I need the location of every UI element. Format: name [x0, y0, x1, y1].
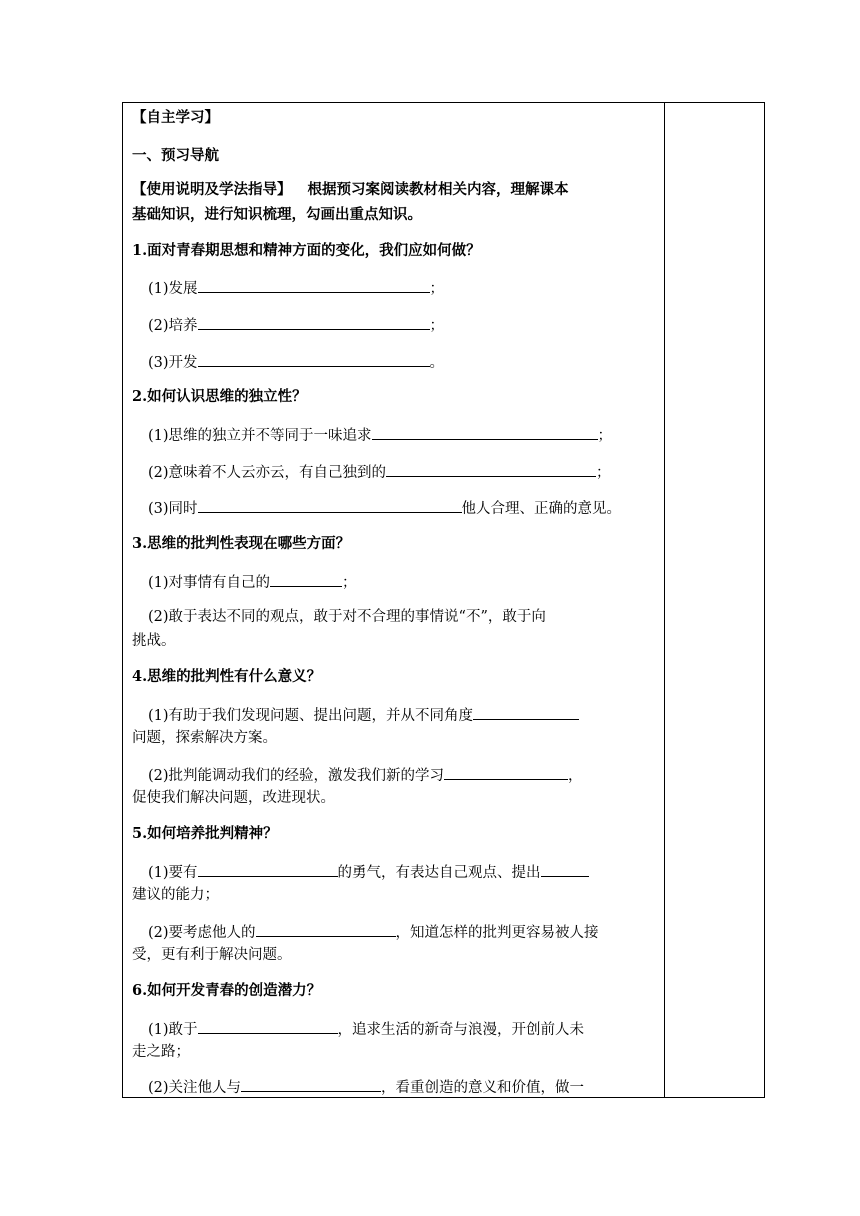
- q4-item-1-line2: 问题，探索解决方案。: [132, 730, 277, 746]
- blank[interactable]: [256, 920, 396, 937]
- instructions-text-1: 根据预习案阅读教材相关内容，理解课本: [307, 181, 569, 198]
- instructions-line2: 基础知识，进行知识梳理，勾画出重点知识。: [132, 206, 422, 223]
- q2-item-1: (1)思维的独立并不等同于一味追求 ；: [148, 423, 612, 447]
- q1-title: 1.面对青春期思想和精神方面的变化，我们应如何做？: [132, 242, 481, 259]
- q5-item-2-line2: 受，更有利于解决问题。: [132, 947, 292, 963]
- q2-title: 2.如何认识思维的独立性？: [132, 388, 307, 405]
- q5-item-2-line1: (2)要考虑他人的 ，知道怎样的批判更容易被人接: [148, 920, 599, 944]
- q6-item-1-line2: 走之路；: [132, 1044, 190, 1060]
- q1-item-3: (3)开发 。: [148, 350, 444, 374]
- q2-item-3: (3)同时 他人合理、正确的意见。: [148, 496, 621, 520]
- blank[interactable]: [386, 460, 596, 477]
- instructions-line1: [132, 179, 569, 201]
- q3-item-1: (1)对事情有自己的 ；: [148, 570, 357, 594]
- q4-item-2-line1: (2)批判能调动我们的经验，激发我们新的学习 ，: [148, 763, 583, 787]
- blank[interactable]: [241, 1075, 381, 1092]
- blank[interactable]: [473, 703, 579, 720]
- q4-item-2-line2: 促使我们解决问题，改进现状。: [132, 790, 335, 806]
- instructions-label: 【使用说明及学法指导】: [132, 181, 292, 198]
- worksheet-table: [122, 102, 765, 1098]
- q1-item-2: (2)培养 ；: [148, 313, 444, 337]
- q6-title: 6.如何开发青春的创造潜力？: [132, 982, 322, 999]
- q3-title: 3.思维的批判性表现在哪些方面？: [132, 535, 351, 552]
- q1-item-1: (1)发展 ；: [148, 276, 444, 300]
- q4-title: 4.思维的批判性有什么意义？: [132, 668, 322, 685]
- blank[interactable]: [198, 350, 430, 367]
- q5-item-1-line1: (1)要有 的勇气，有表达自己观点、提出: [148, 860, 589, 884]
- q3-item-2-line1: (2)敢于表达不同的观点，敢于对不合理的事情说“不”，敢于向: [148, 609, 546, 625]
- q5-title: 5.如何培养批判精神？: [132, 825, 278, 842]
- blank[interactable]: [198, 313, 430, 330]
- q2-item-2: (2)意味着不人云亦云，有自己独到的 ；: [148, 460, 611, 484]
- section-title: 【自主学习】: [132, 109, 219, 126]
- q4-item-1-line1: (1)有助于我们发现问题、提出问题，并从不同角度: [148, 703, 579, 727]
- blank[interactable]: [372, 423, 598, 440]
- blank[interactable]: [198, 1017, 338, 1034]
- blank[interactable]: [198, 860, 338, 877]
- q5-item-1-line2: 建议的能力；: [132, 887, 219, 903]
- blank[interactable]: [198, 276, 430, 293]
- q6-item-1-line1: (1)敢于 ，追求生活的新奇与浪漫，开创前人未: [148, 1017, 584, 1041]
- column-divider: [664, 103, 665, 1097]
- q3-item-2-line2: 挑战。: [132, 633, 176, 649]
- blank[interactable]: [270, 570, 342, 587]
- subsection-title: 一、预习导航: [132, 147, 219, 164]
- q6-item-2-line1: (2)关注他人与 ，看重创造的意义和价值，做一: [148, 1075, 584, 1099]
- blank[interactable]: [198, 496, 462, 513]
- blank[interactable]: [444, 763, 568, 780]
- blank[interactable]: [541, 860, 589, 877]
